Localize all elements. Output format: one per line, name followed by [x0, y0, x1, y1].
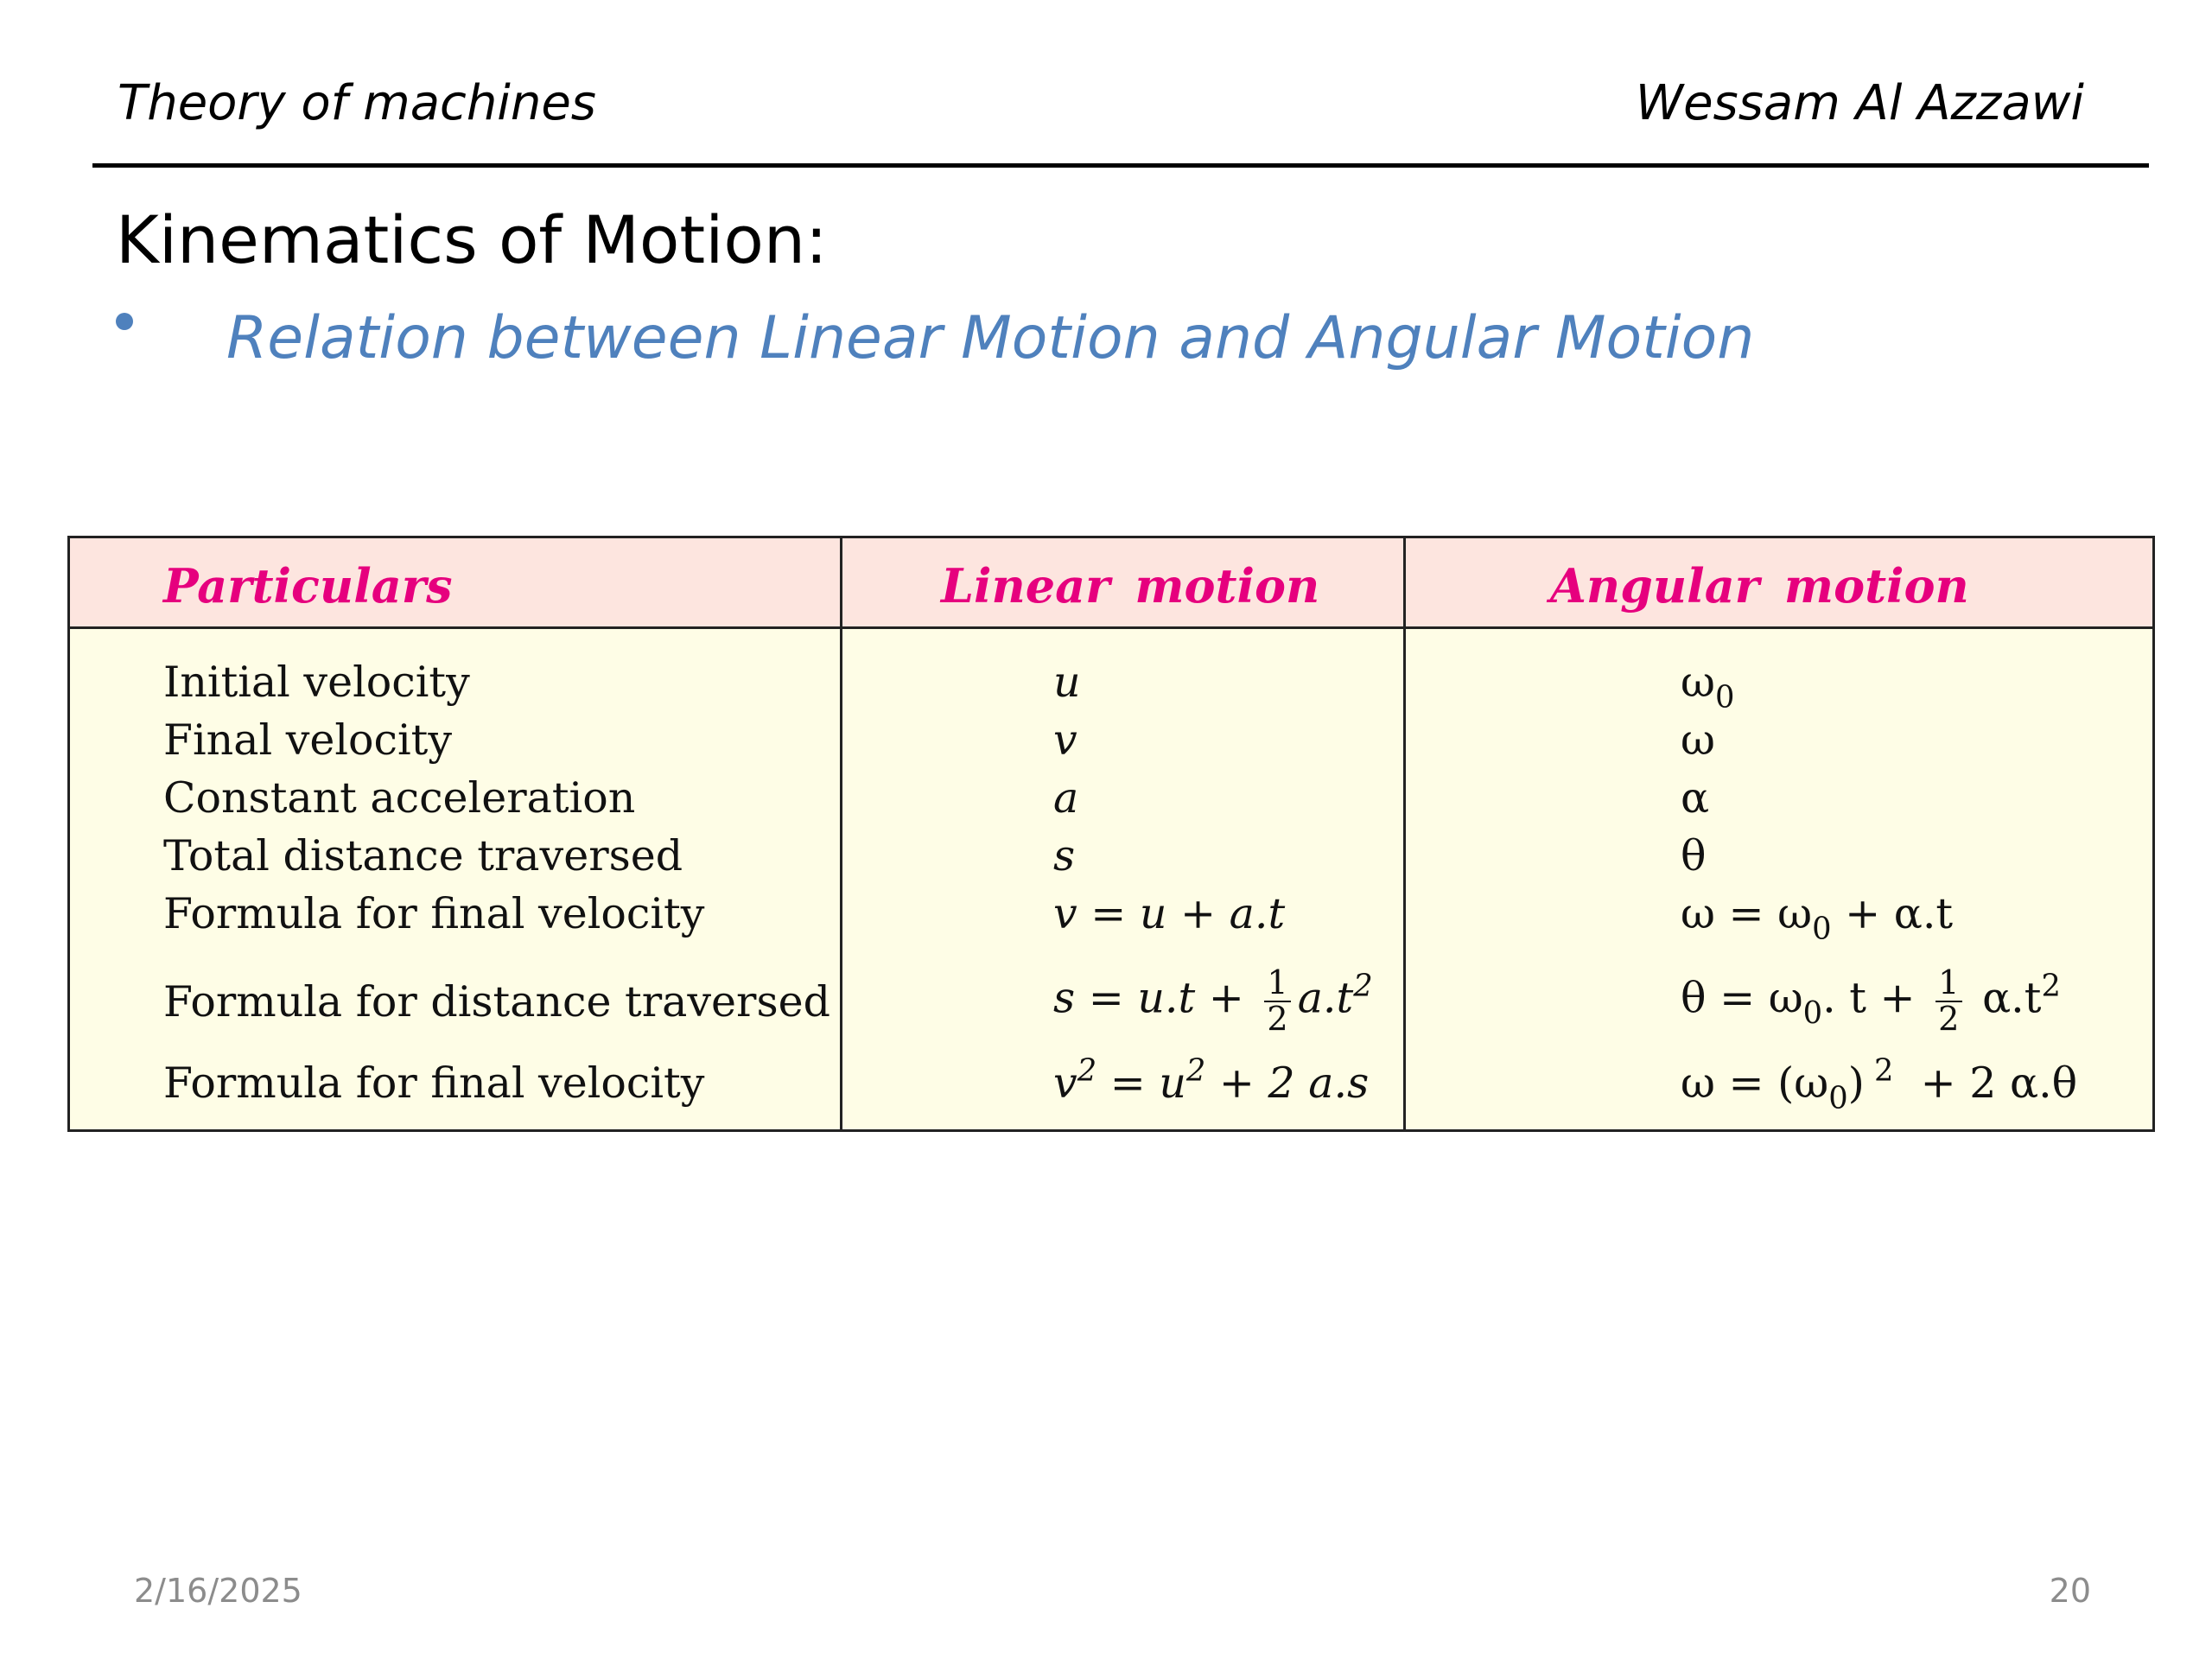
angular-cell: $\omega = (\omega_0) ^2 + 2$ α.θ — [1681, 1052, 2078, 1116]
footer-page-number: 20 — [2049, 1572, 2091, 1610]
particular-cell: Initial velocity — [163, 658, 470, 707]
header-author: Wessam Al Azzawi — [1635, 75, 2084, 131]
linear-cell: $v^2 = u^2 + 2$ a.s — [1053, 1052, 1370, 1108]
particular-cell: Formula for final velocity — [163, 1058, 705, 1108]
angular-cell: α — [1681, 773, 1710, 823]
motion-relation-table — [67, 536, 2155, 1132]
linear-cell: s — [1053, 831, 1076, 880]
linear-cell: v — [1053, 715, 1077, 765]
angular-cell: θ — [1681, 831, 1707, 880]
footer-date: 2/16/2025 — [134, 1572, 302, 1610]
header-angular-motion: Angular motion — [1550, 558, 1969, 613]
particular-cell: Final velocity — [163, 715, 453, 765]
linear-cell: v = u + a.t — [1053, 889, 1286, 938]
angular-cell: $\omega = \omega_0 + \alpha.t$ — [1681, 889, 1954, 947]
particular-cell: Formula for distance traversed — [163, 977, 830, 1027]
table-header-row — [70, 538, 2152, 629]
column-divider — [1403, 538, 1406, 1129]
angular-cell: ω — [1681, 715, 1715, 765]
linear-cell: u — [1053, 658, 1081, 707]
bullet-text: Relation between Linear Motion and Angular Motion — [226, 304, 1755, 372]
particular-cell: Constant acceleration — [163, 773, 636, 823]
column-divider — [840, 538, 842, 1129]
linear-cell: a — [1053, 773, 1079, 823]
header-course-title: Theory of machines — [118, 75, 596, 131]
particular-cell: Total distance traversed — [163, 831, 683, 880]
header-divider — [92, 163, 2149, 168]
header-linear-motion: Linear motion — [941, 558, 1320, 613]
bullet-icon — [116, 313, 133, 330]
header-particulars: Particulars — [163, 558, 453, 613]
angular-cell: $\omega_0$ — [1681, 658, 1735, 715]
linear-cell: s = u.t + $\frac{1}{2}$ $a.t^2$ — [1053, 964, 1373, 1039]
particular-cell: Formula for final velocity — [163, 889, 705, 938]
slide-title: Kinematics of Motion: — [116, 201, 828, 278]
angular-cell: $\theta = \omega_0$. t + $\frac{1}{2}$ $\alpha.t^2$ — [1681, 964, 2061, 1039]
